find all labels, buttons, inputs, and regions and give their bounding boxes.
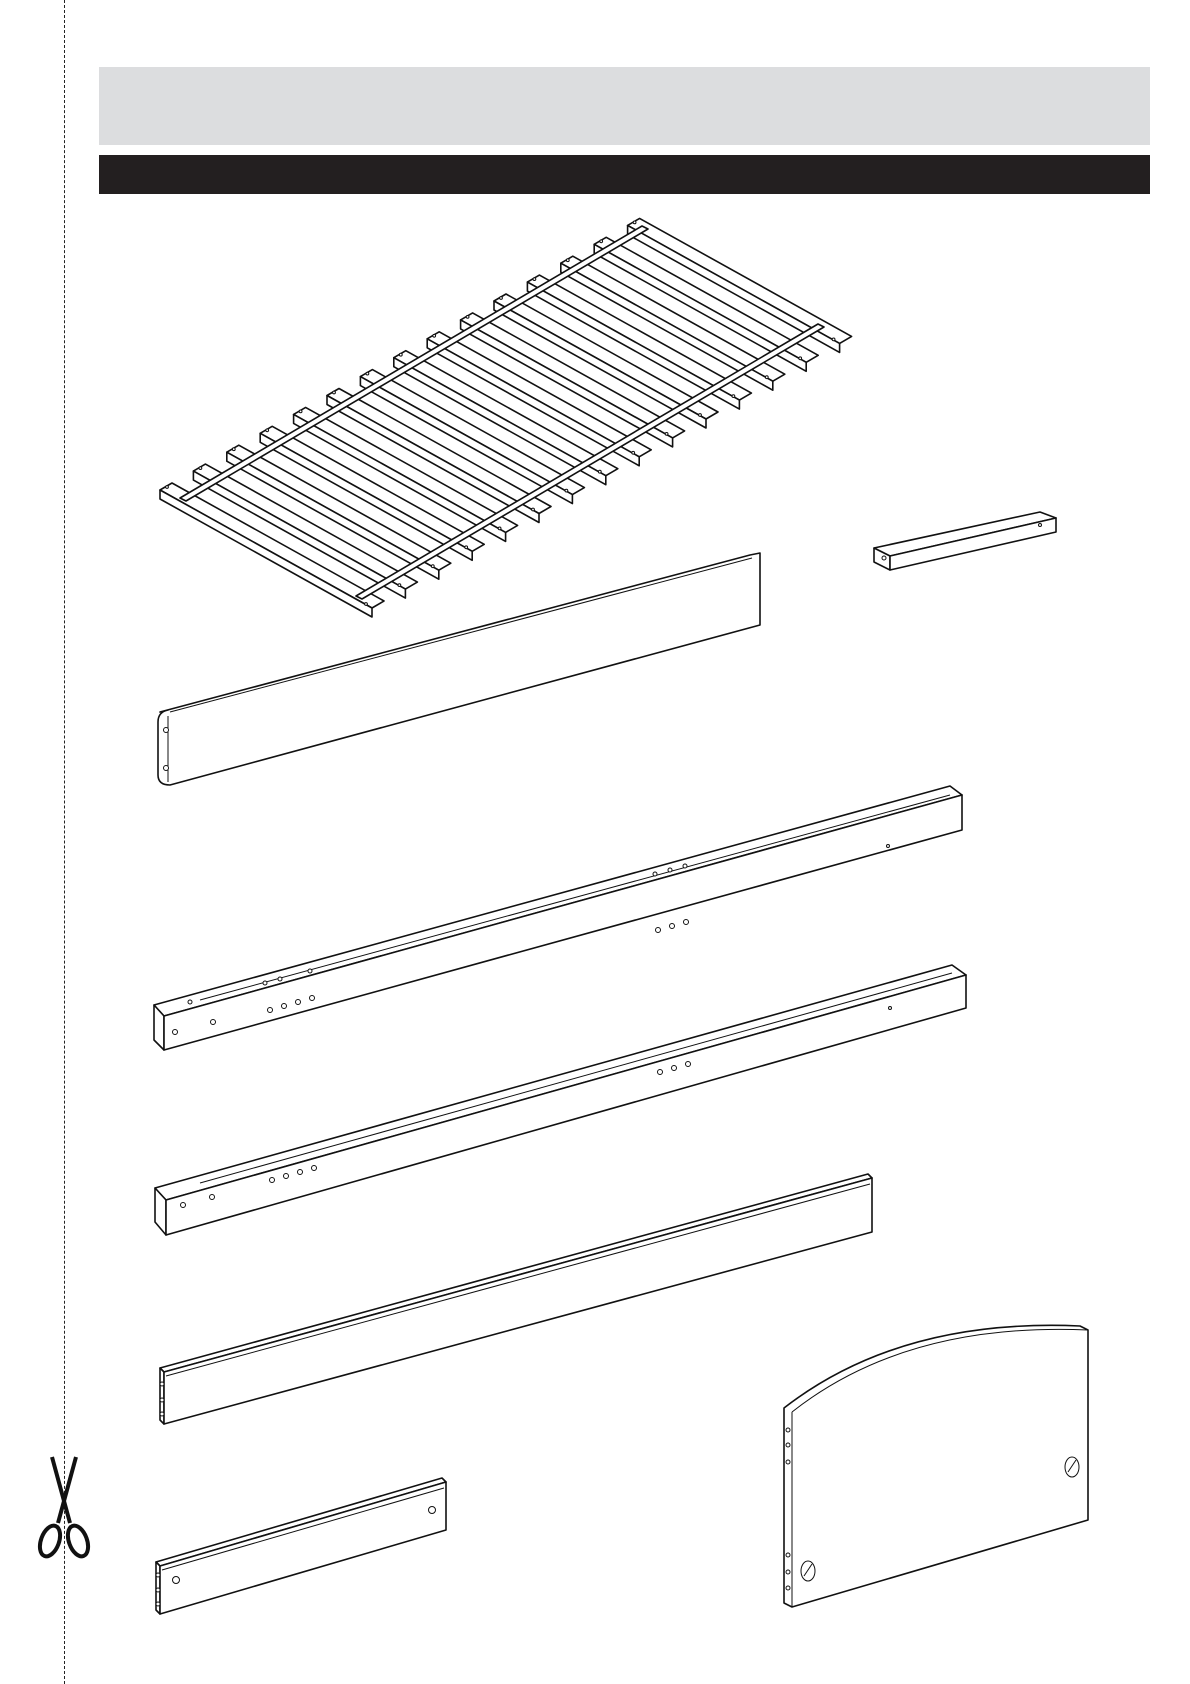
long-board	[160, 1174, 872, 1424]
short-block	[874, 512, 1056, 570]
short-board	[156, 1478, 446, 1614]
arched-headboard	[784, 1325, 1088, 1607]
side-panel	[158, 553, 760, 785]
